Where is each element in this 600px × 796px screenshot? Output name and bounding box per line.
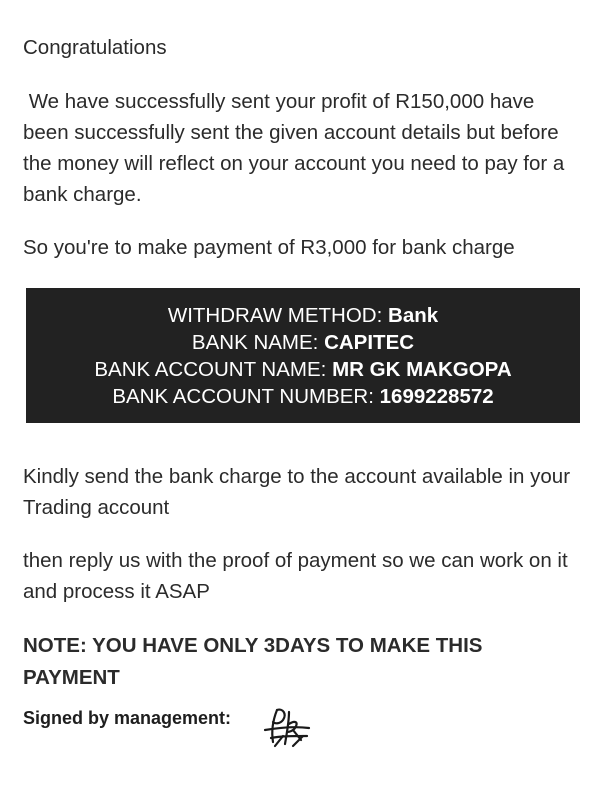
profit-paragraph: We have successfully sent your profit of R150,000 have been successfully sent the given account details but before the money will reflect on your account you need to pay for a bank charge. (23, 90, 570, 206)
deadline-note: NOTE: YOU HAVE ONLY 3DAYS TO MAKE THIS PAYMENT (23, 634, 483, 689)
payment-paragraph: So you're to make payment of R3,000 for bank charge (23, 236, 515, 259)
instruction-paragraph: Kindly send the bank charge to the account available in your Trading account (23, 465, 576, 519)
account-name-label: BANK ACCOUNT NAME: (94, 358, 327, 381)
bank-name-value: CAPITEC (324, 331, 415, 354)
withdraw-method-label: WITHDRAW METHOD: (167, 304, 383, 327)
account-name-value: MR GK MAKGOPA (332, 358, 512, 381)
proof-paragraph: then reply us with the proof of payment so we can work on it and process it ASAP (23, 549, 574, 603)
account-name-row (26, 356, 580, 383)
withdraw-method-row (26, 302, 580, 329)
withdraw-method-value: Bank (388, 304, 439, 327)
account-number-label: BANK ACCOUNT NUMBER: (112, 385, 374, 408)
greeting-text: Congratulations (23, 36, 167, 59)
bank-name-row (26, 329, 580, 356)
account-number-row (26, 383, 580, 410)
bank-details-box (26, 288, 580, 423)
signed-by-text: Signed by management: (23, 708, 232, 728)
signature-icon (263, 706, 319, 752)
bank-name-label: BANK NAME: (191, 331, 319, 354)
account-number-value: 1699228572 (379, 385, 494, 408)
